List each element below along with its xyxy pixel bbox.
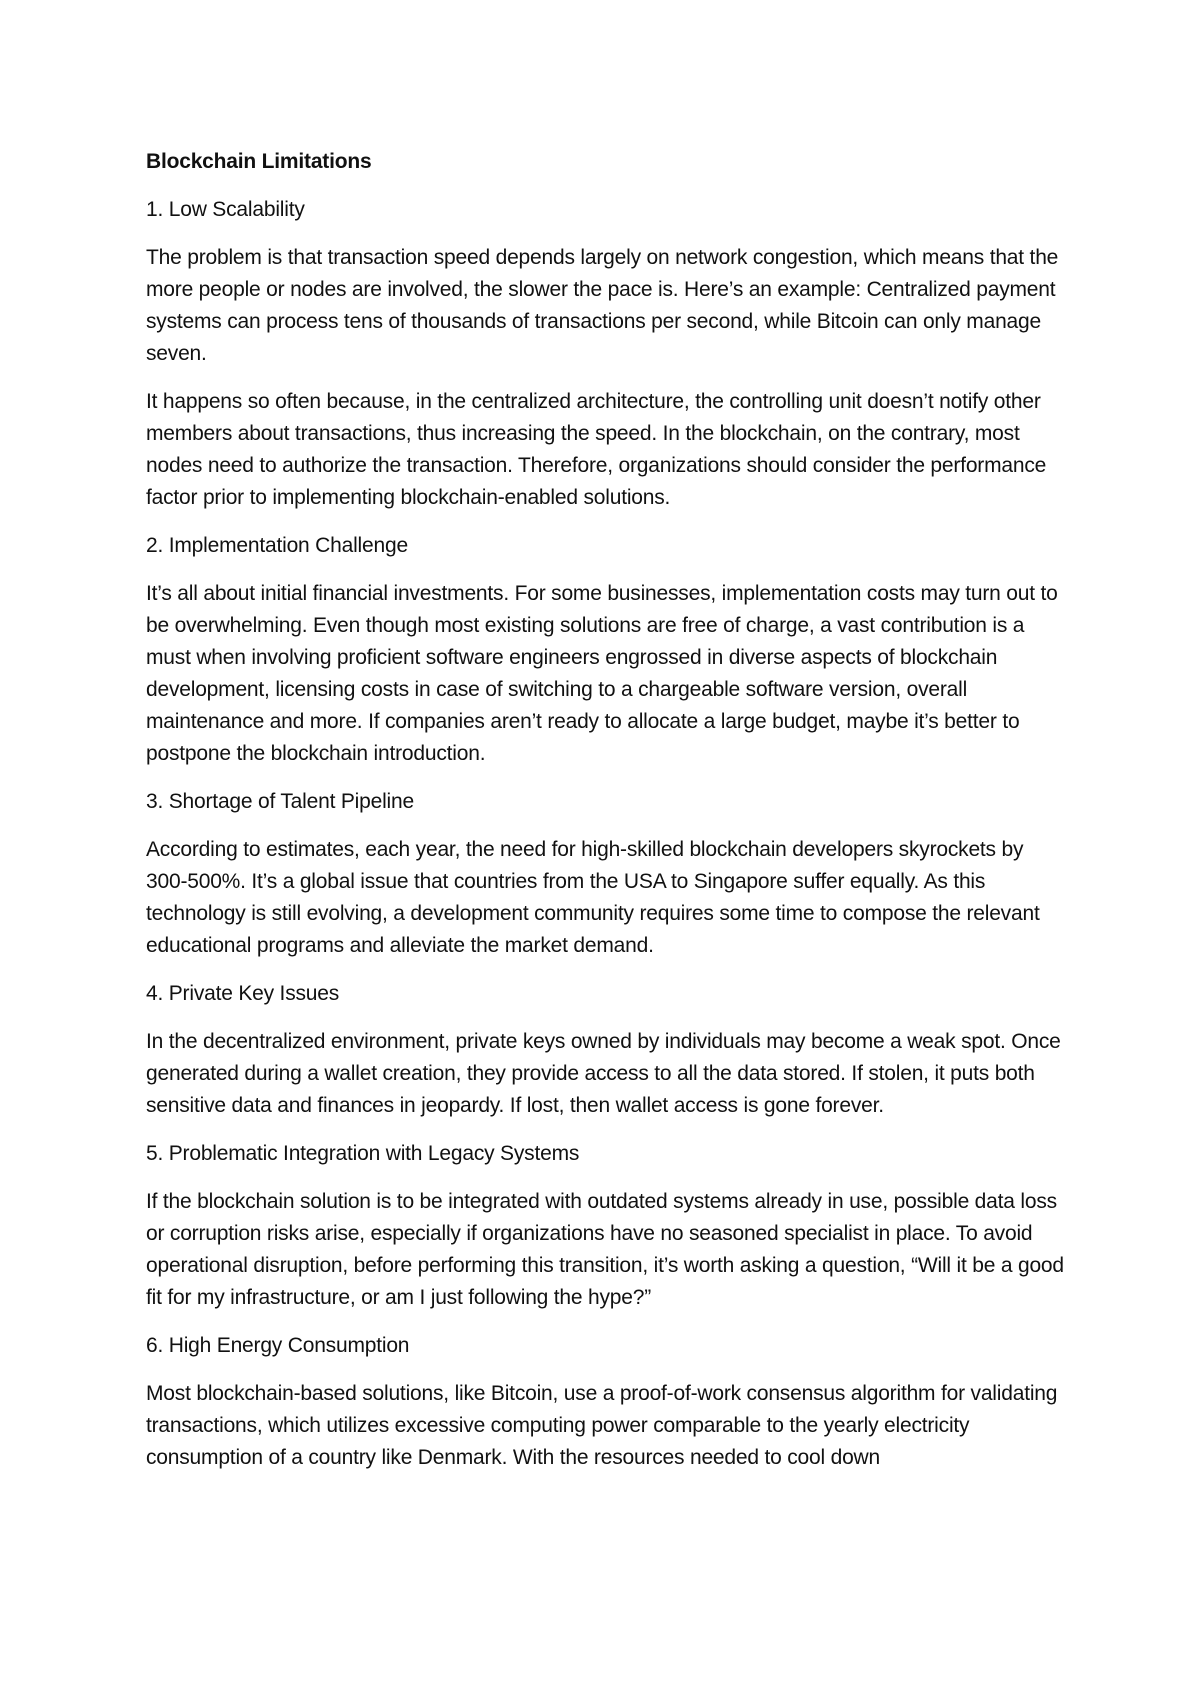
section-heading-legacy-integration: 5. Problematic Integration with Legacy Systems (146, 1142, 580, 1165)
section-heading-talent-shortage: 3. Shortage of Talent Pipeline (146, 790, 414, 813)
paragraph: If the blockchain solution is to be integrated with outdated systems already in use, possible data loss or corruption risks arise, especially if organizations have no seasoned specialist in place. To avoid operational disruption, before performing this transition, it’s worth asking a question, “Will it be a good fit for my infrastructure, or am I just following the hype?” (146, 1190, 1064, 1309)
section-heading-low-scalability: 1. Low Scalability (146, 198, 305, 221)
section-heading-implementation-challenge: 2. Implementation Challenge (146, 534, 408, 557)
document-title: Blockchain Limitations (146, 150, 372, 173)
paragraph: According to estimates, each year, the need for high-skilled blockchain developers skyrockets by 300-500%. It’s a global issue that countries from the USA to Singapore suffer equally. As this technology is still evolving, a development community requires some time to compose the relevant educational programs and alleviate the market demand. (146, 838, 1040, 957)
paragraph: The problem is that transaction speed depends largely on network congestion, which means that the more people or nodes are involved, the slower the pace is. Here’s an example: Centralized payment systems can process tens of thousands of transactions per second, while Bitcoin can only manage seven. (146, 246, 1059, 365)
paragraph: It happens so often because, in the centralized architecture, the controlling unit doesn’t notify other members about transactions, thus increasing the speed. In the blockchain, on the contrary, most nodes need to authorize the transaction. Therefore, organizations should consider the performance factor prior to implementing blockchain-enabled solutions. (146, 390, 1047, 509)
paragraph: In the decentralized environment, private keys owned by individuals may become a weak spot. Once generated during a wallet creation, they provide access to all the data stored. If stolen, it puts both sensitive data and finances in jeopardy. If lost, then wallet access is gone forever. (146, 1030, 1061, 1117)
section-heading-energy-consumption: 6. High Energy Consumption (146, 1334, 410, 1357)
paragraph: Most blockchain-based solutions, like Bitcoin, use a proof-of-work consensus algorithm for validating transactions, which utilizes excessive computing power comparable to the yearly electricity consumption of a country like Denmark. With the resources needed to cool down (146, 1382, 1058, 1469)
document-body (146, 146, 1066, 1490)
paragraph: It’s all about initial financial investments. For some businesses, implementation costs may turn out to be overwhelming. Even though most existing solutions are free of charge, a vast contribution is a must when involving proficient software engineers engrossed in diverse aspects of blockchain development, licensing costs in case of switching to a chargeable software version, overall maintenance and more. If companies aren’t ready to allocate a large budget, maybe it’s better to postpone the blockchain introduction. (146, 582, 1058, 765)
section-heading-private-key-issues: 4. Private Key Issues (146, 982, 340, 1005)
